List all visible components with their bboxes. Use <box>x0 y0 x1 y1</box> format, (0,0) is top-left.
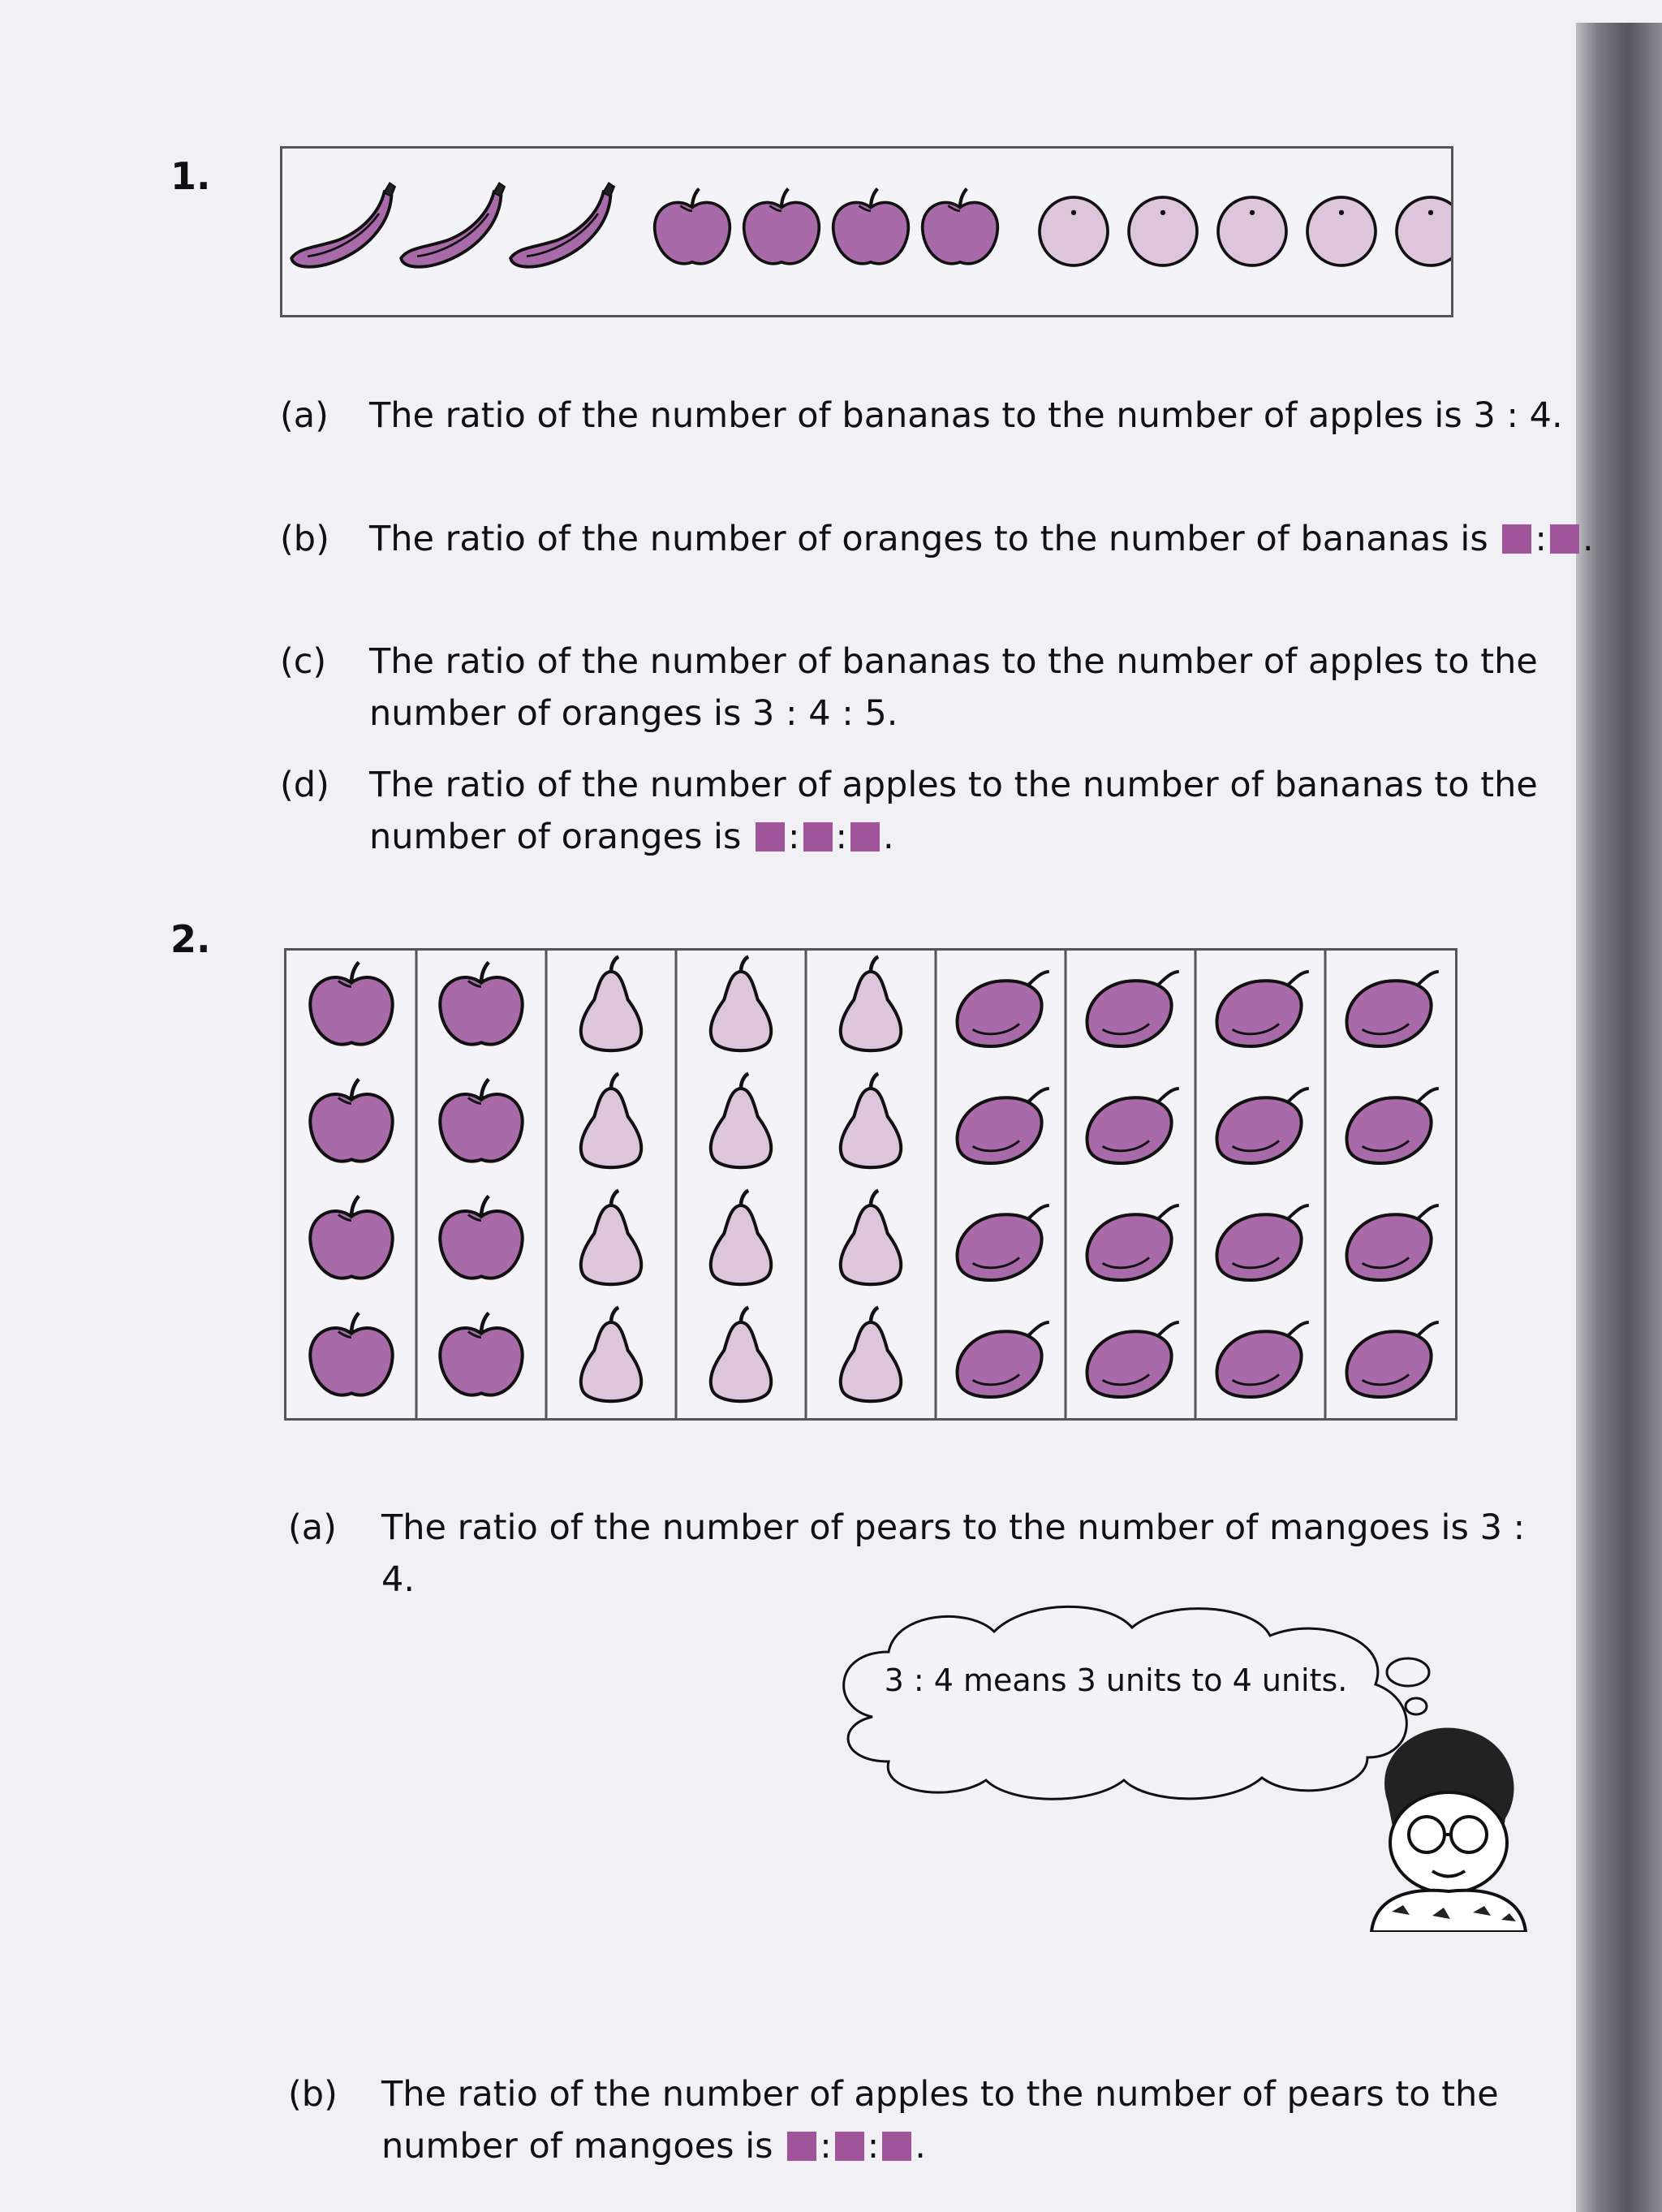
mango-icon <box>1347 1205 1439 1280</box>
fruit-row-box <box>280 146 1453 317</box>
answer-box[interactable] <box>1550 524 1579 554</box>
apple-icon <box>440 1080 522 1162</box>
q2b-text <box>381 2068 1558 2172</box>
fruit-grid-illustration <box>286 951 1455 1418</box>
ratio-colon: : <box>788 817 800 857</box>
mango-icon <box>1087 1205 1179 1280</box>
pear-icon <box>711 1308 771 1402</box>
q1a-label: (a) <box>280 395 329 436</box>
orange-icon <box>1397 197 1451 265</box>
orange-icon <box>1040 197 1108 265</box>
period: . <box>1582 519 1594 559</box>
ratio-colon: : <box>835 817 848 857</box>
mango-icon <box>1347 1089 1439 1163</box>
pear-icon <box>581 957 641 1051</box>
mango-icon <box>958 1089 1049 1163</box>
banana-icon <box>401 183 505 267</box>
answer-box[interactable] <box>803 822 833 852</box>
q1b-text <box>369 513 1635 565</box>
thought-bubble <box>816 1595 1432 1806</box>
q2a-text: The ratio of the number of pears to the number of mangoes is 3 : 4. <box>381 1507 1526 1600</box>
mango-icon <box>1087 1089 1179 1163</box>
q2b-label: (b) <box>288 2074 338 2115</box>
fruit-grid <box>284 948 1457 1421</box>
ratio-colon: : <box>820 2126 832 2167</box>
question-2-number: 2. <box>170 917 211 961</box>
pear-icon <box>841 1074 901 1168</box>
q2b-stem: The ratio of the number of apples to the number of pears to the number of mangoes is <box>381 2074 1499 2167</box>
fruit-row-illustration <box>282 149 1451 315</box>
apple-icon <box>833 189 909 264</box>
apple-icon <box>310 1080 392 1162</box>
mango-icon <box>1217 1322 1309 1397</box>
q1a-text: The ratio of the number of bananas to the number of apples is 3 : 4. <box>369 395 1563 436</box>
apple-icon <box>440 963 522 1045</box>
apple-icon <box>310 1197 392 1278</box>
mango-icon <box>1087 972 1179 1046</box>
apple-icon <box>655 189 730 264</box>
answer-box[interactable] <box>835 2132 864 2161</box>
book-binding <box>1576 23 1662 2212</box>
answer-box[interactable] <box>787 2132 816 2161</box>
pear-icon <box>581 1074 641 1168</box>
apple-icon <box>310 1313 392 1395</box>
mango-icon <box>1217 1205 1309 1280</box>
answer-box[interactable] <box>1502 524 1531 554</box>
pear-icon <box>581 1308 641 1402</box>
banana-icon <box>291 183 395 267</box>
ratio-colon: : <box>1535 519 1547 559</box>
pear-icon <box>711 957 771 1051</box>
q1d-text <box>369 759 1635 863</box>
pear-icon <box>841 1191 901 1285</box>
q1b-stem: The ratio of the number of oranges to the number of bananas is <box>369 519 1488 559</box>
answer-box[interactable] <box>850 822 880 852</box>
apple-icon <box>744 189 820 264</box>
mango-icon <box>958 1205 1049 1280</box>
thought-text: 3 : 4 means 3 units to 4 units. <box>884 1662 1348 1698</box>
answer-box[interactable] <box>756 822 785 852</box>
question-1-number: 1. <box>170 154 211 198</box>
mango-icon <box>1217 1089 1309 1163</box>
mango-icon <box>958 972 1049 1046</box>
q2a-label: (a) <box>288 1507 337 1548</box>
period: . <box>883 817 894 857</box>
q1c-text: The ratio of the number of bananas to the number of apples to the number of oranges is 3 : 4 : 5. <box>369 641 1538 734</box>
apple-icon <box>440 1313 522 1395</box>
q1b-label: (b) <box>280 519 329 559</box>
orange-icon <box>1129 197 1197 265</box>
banana-icon <box>510 183 614 267</box>
mango-icon <box>1087 1322 1179 1397</box>
period: . <box>915 2126 926 2167</box>
orange-icon <box>1218 197 1286 265</box>
q1d-label: (d) <box>280 765 329 805</box>
mango-icon <box>1217 972 1309 1046</box>
pear-icon <box>841 1308 901 1402</box>
pear-icon <box>711 1074 771 1168</box>
pear-icon <box>581 1191 641 1285</box>
pear-icon <box>841 957 901 1051</box>
q1d-stem: The ratio of the number of apples to the number of bananas to the number of oranges is <box>369 765 1538 857</box>
q1c-label: (c) <box>280 641 327 682</box>
apple-icon <box>923 189 998 264</box>
apple-icon <box>310 963 392 1045</box>
apple-icon <box>440 1197 522 1278</box>
boy-illustration <box>1355 1721 1534 1932</box>
orange-icon <box>1307 197 1376 265</box>
answer-box[interactable] <box>882 2132 911 2161</box>
ratio-colon: : <box>867 2126 880 2167</box>
pear-icon <box>711 1191 771 1285</box>
mango-icon <box>1347 1322 1439 1397</box>
mango-icon <box>1347 972 1439 1046</box>
mango-icon <box>958 1322 1049 1397</box>
